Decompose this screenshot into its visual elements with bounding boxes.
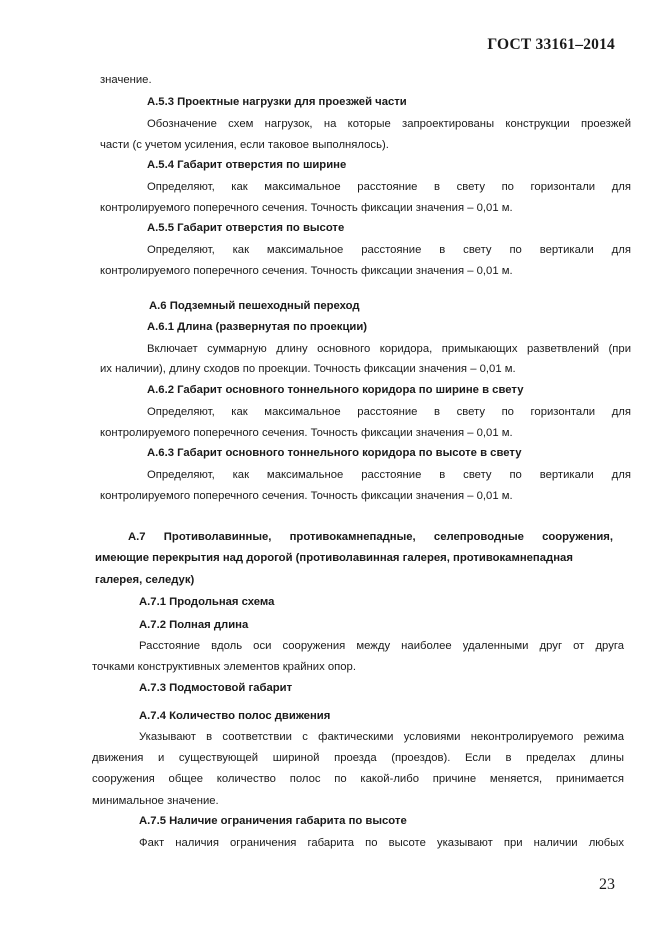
text-line: Включает суммарную длину основного коридора, примыкающих разветвлений (при bbox=[147, 343, 631, 355]
text-line: Расстояние вдоль оси сооружения между наиболее удаленными друг от друга bbox=[139, 640, 624, 652]
text-line: Определяют, как максимальное расстояние в свету по вертикали для bbox=[147, 244, 631, 256]
section-heading: А.5.4 Габарит отверстия по ширине bbox=[147, 159, 347, 171]
section-heading: А.6.2 Габарит основного тоннельного коридора по ширине в свету bbox=[147, 384, 524, 396]
section-heading: А.7.4 Количество полос движения bbox=[139, 710, 331, 722]
page-number: 23 bbox=[599, 876, 615, 893]
text-line: Обозначение схем нагрузок, на которые запроектированы конструкции проезжей bbox=[147, 118, 631, 130]
text-line: Факт наличия ограничения габарита по высоте указывают при наличии любых bbox=[139, 837, 624, 849]
text-line: контролируемого поперечного сечения. Точность фиксации значения – 0,01 м. bbox=[100, 202, 513, 214]
text-line: движения и существующей шириной проезда (проездов). Если в пределах длины bbox=[92, 752, 624, 764]
section-heading: А.7.3 Подмостовой габарит bbox=[139, 682, 293, 694]
section-heading: А.7.1 Продольная схема bbox=[139, 596, 275, 608]
section-heading: А.6 Подземный пешеходный переход bbox=[149, 300, 360, 312]
text-line: контролируемого поперечного сечения. Точность фиксации значения – 0,01 м. bbox=[100, 265, 513, 277]
text-line: точками конструктивных элементов крайних опор. bbox=[92, 661, 356, 673]
text-line: значение. bbox=[100, 74, 152, 86]
text-line: Определяют, как максимальное расстояние в свету по вертикали для bbox=[147, 469, 631, 481]
text-line: сооружения общее количество полос по какой-либо причине меняется, принимается bbox=[92, 773, 624, 785]
document-code-header: ГОСТ 33161–2014 bbox=[487, 36, 615, 53]
text-line: части (с учетом усиления, если таковое выполнялось). bbox=[100, 139, 389, 151]
text-line: минимальное значение. bbox=[92, 795, 219, 807]
section-heading: А.7 Противолавинные, противокамнепадные, селепроводные сооружения, bbox=[128, 531, 613, 543]
text-line: контролируемого поперечного сечения. Точность фиксации значения – 0,01 м. bbox=[100, 427, 513, 439]
section-heading: А.6.3 Габарит основного тоннельного коридора по высоте в свету bbox=[147, 447, 522, 459]
section-heading: А.7.5 Наличие ограничения габарита по высоте bbox=[139, 815, 407, 827]
text-line: контролируемого поперечного сечения. Точность фиксации значения – 0,01 м. bbox=[100, 490, 513, 502]
section-heading: имеющие перекрытия над дорогой (противолавинная галерея, противокамнепадная bbox=[95, 552, 573, 564]
section-heading: А.7.2 Полная длина bbox=[139, 619, 249, 631]
text-line: Определяют, как максимальное расстояние в свету по горизонтали для bbox=[147, 406, 631, 418]
section-heading: А.5.3 Проектные нагрузки для проезжей части bbox=[147, 96, 407, 108]
section-heading: А.5.5 Габарит отверстия по высоте bbox=[147, 222, 345, 234]
text-line: их наличии), длину сходов по проекции. Точность фиксации значения – 0,01 м. bbox=[100, 363, 516, 375]
section-heading: галерея, селедук) bbox=[95, 574, 195, 586]
section-heading: А.6.1 Длина (развернутая по проекции) bbox=[147, 321, 368, 333]
text-line: Определяют, как максимальное расстояние в свету по горизонтали для bbox=[147, 181, 631, 193]
text-line: Указывают в соответствии с фактическими условиями неконтролируемого режима bbox=[139, 731, 624, 743]
